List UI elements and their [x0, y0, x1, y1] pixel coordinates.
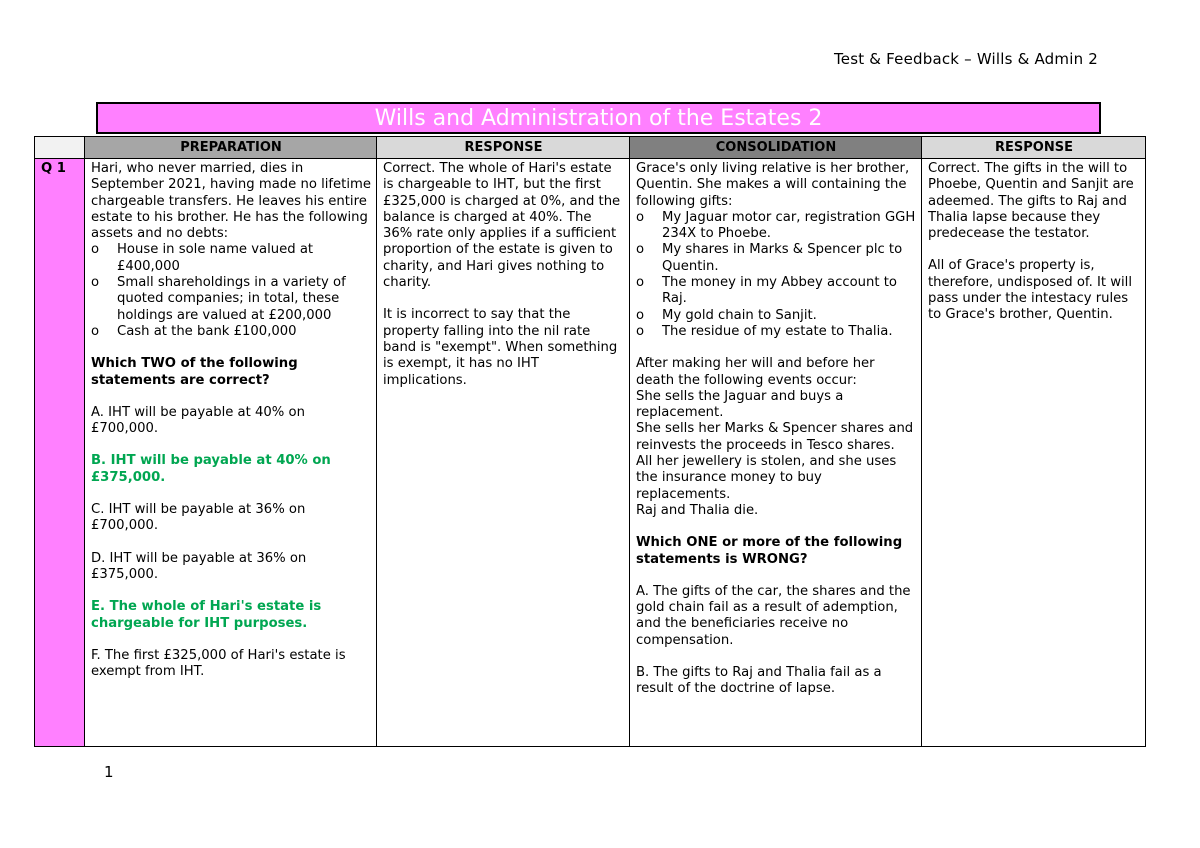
option-f: F. The first £325,000 of Hari's estate is exempt from IHT.: [91, 647, 346, 680]
asset-list: [91, 242, 371, 340]
consolidation-option-b: B. The gifts to Raj and Thalia fail as a result of the doctrine of lapse.: [636, 665, 882, 697]
preparation-intro: Hari, who never married, dies in September 2021, having made no lifetime chargeable transfers. He leaves his entire estate to his brother. He has the following assets and no debts:: [91, 161, 371, 242]
list-item: o The money in my Abbey account to Raj.: [636, 275, 916, 308]
column-header-row: [35, 137, 1146, 159]
option-d: D. IHT will be payable at 36% on £375,000.: [91, 550, 307, 582]
response-1-para-2: It is incorrect to say that the property falling into the nil rate band is "exempt". When something is exempt, it has no IHT implications.: [383, 307, 618, 388]
response-2-para-1: Correct. The gifts in the will to Phoebe, Quentin and Sanjit are adeemed. The gifts to Raj and Thalia lapse because they predecease the testator.: [928, 161, 1134, 242]
header-blank-cell: [35, 137, 85, 159]
event-3: All her jewellery is stolen, and she uses the insurance money to buy replacements.: [636, 454, 897, 502]
document-title: Wills and Administration of the Estates 2: [96, 102, 1101, 134]
option-c: C. IHT will be payable at 36% on £700,000.: [91, 502, 306, 534]
option-b-correct: B. IHT will be payable at 40% on £375,000.: [91, 453, 331, 485]
consolidation-cell: [630, 159, 922, 747]
consolidation-option-a: A. The gifts of the car, the shares and the gold chain fail as a result of ademption, and the beneficiaries receive no compensation.: [636, 583, 911, 648]
event-1: She sells the Jaguar and buys a replacement.: [636, 388, 844, 421]
list-item: o Small shareholdings in a variety of quoted companies; in total, these holdings are valued at £200,000: [91, 275, 371, 324]
list-item: o The residue of my estate to Thalia.: [636, 324, 916, 340]
question-row: [35, 159, 1146, 747]
gift-list: [636, 210, 916, 340]
preparation-cell: [85, 159, 377, 747]
header-consolidation: CONSOLIDATION: [630, 137, 922, 159]
list-item: o My Jaguar motor car, registration GGH 234X to Phoebe.: [636, 210, 916, 243]
response-2-cell: [922, 159, 1146, 747]
list-item: o House in sole name valued at £400,000: [91, 242, 371, 275]
event-4: Raj and Thalia die.: [636, 502, 759, 518]
consolidation-question: Which ONE or more of the following statements is WRONG?: [636, 535, 903, 567]
header-preparation: PREPARATION: [85, 137, 377, 159]
header-response-2: RESPONSE: [922, 137, 1146, 159]
events-intro: After making her will and before her death the following events occur:: [636, 356, 875, 388]
header-response-1: RESPONSE: [377, 137, 630, 159]
event-2: She sells her Marks & Spencer shares and reinvests the proceeds in Tesco shares.: [636, 421, 914, 453]
response-1-cell: [377, 159, 630, 747]
option-e-correct: E. The whole of Hari's estate is chargeable for IHT purposes.: [91, 599, 322, 631]
qa-table: [34, 136, 1146, 747]
option-a: A. IHT will be payable at 40% on £700,000.: [91, 404, 305, 437]
page-number: 1: [104, 763, 114, 781]
list-item: o My shares in Marks & Spencer plc to Quentin.: [636, 242, 916, 275]
response-2-para-2: All of Grace's property is, therefore, undisposed of. It will pass under the intestacy rules to Grace's brother, Quentin.: [928, 258, 1132, 323]
preparation-question: Which TWO of the following statements are correct?: [91, 356, 298, 388]
consolidation-intro: Grace's only living relative is her brother, Quentin. She makes a will containing the following gifts:: [636, 161, 910, 209]
document-header: Test & Feedback – Wills & Admin 2: [833, 50, 1098, 68]
question-label: Q 1: [35, 159, 85, 747]
response-1-para-1: Correct. The whole of Hari's estate is chargeable to IHT, but the first £325,000 is charged at 0%, and the balance is charged at 40%. The 36% rate only applies if a sufficient proportion of the estate is given to charity, and Hari gives nothing to charity.: [383, 161, 621, 291]
list-item: o Cash at the bank £100,000: [91, 324, 371, 340]
list-item: o My gold chain to Sanjit.: [636, 308, 916, 324]
